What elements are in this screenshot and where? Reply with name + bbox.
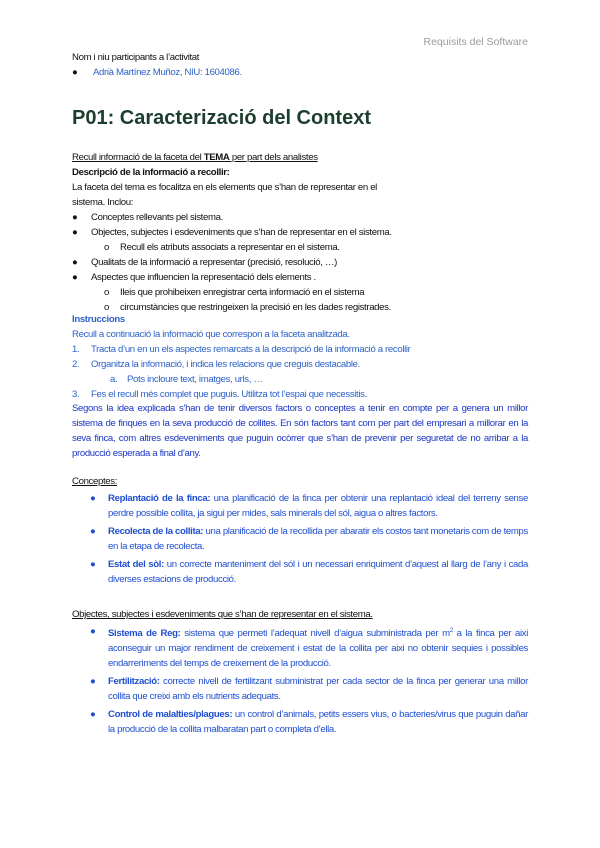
running-header: Requisits del Software — [423, 36, 528, 48]
object-item: ● Sistema de Reg: sistema que permeti l’adequat nivell d’aigua subministrada per $m^2$ a la finca per aixi aconseguir un major rendiment de creixement i estat de la collita per aixi no obtenir sequies i possibles endarreriments del temps de creixement de la producció. — [90, 626, 528, 670]
facet-intro-line: sistema. Inclou: — [72, 197, 134, 208]
sub-list-item: o circumstàncies que restringeixen la precisió en les dades registrades. — [104, 302, 391, 313]
instructions-heading: Instruccions — [72, 314, 125, 325]
concept-item: ● Recolecta de la collita: una planificació de la recollida per abaratir els costos tant monetaris com de temps en la etapa de recolecta. — [90, 526, 528, 552]
participant-item — [72, 65, 528, 80]
participants-section — [72, 50, 528, 80]
instructions-section — [72, 312, 528, 402]
description-heading: Descripció de la informació a recollir: — [72, 167, 230, 178]
facet-section — [72, 150, 528, 315]
concept-item: ● Replantació de la finca: una planificació de la finca per obtenir una replantació ideal del terreny sense perdre possible collita, ja sigui per mides, sals minerals del sól, aigua o altres factors. — [90, 493, 528, 519]
sub-list-item: o Recull els atributs associats a representar en el sistema. — [104, 242, 340, 253]
instruction-substep: a. Pots incloure text, imatges, urls, … — [110, 374, 263, 385]
object-item: ● Control de malalties/plagues: un control d’animals, petits essers vius, o bacteries/virus que puguin dañar la producció de la collita malbaratan part o completa d’ella. — [90, 709, 528, 736]
page-title: P01: Caracterizació del Context — [72, 107, 371, 129]
instructions-intro: Recull a continuació la informació que correspon a la faceta analitzada. — [72, 329, 350, 340]
concepts-section — [72, 474, 528, 587]
instruction-step: 3. Fes el recull més complet que puguis. Utilitza tot l’espai que necessitis. — [72, 389, 367, 400]
objects-heading: Objectes, subjectes i esdeveniments que s’han de representar en el sistema. — [72, 609, 373, 620]
object-item: ● Fertilització: correcte nivell de fertilitzant subministrat per cada sector de la finca per generar una millor collita que creixi amb els nutrients adequats. — [90, 676, 528, 703]
participant-name: Adrià Martínez Muñoz, NIU: 1604086. — [93, 67, 242, 78]
instruction-step: 2. Organitza la informació, i indica les relacions que creguis destacable. — [72, 359, 360, 370]
facet-intro-line: La faceta del tema es focalitza en els elements que s’han de representar en el — [72, 182, 377, 193]
list-item: ● Aspectes que influencien la representació dels elements . — [72, 272, 316, 283]
concept-item: ● Estat del sòl: un correcte manteniment del sól i un necessari enriquiment d’aquest al llarg de l’any i cada diverses estacions de producció. — [90, 559, 528, 585]
objects-section — [72, 607, 528, 737]
bullet-marker: ● — [72, 67, 78, 78]
list-item: ● Qualitats de la informació a representar (precisió, resolució, …) — [72, 257, 337, 268]
sub-list-item: o Ileis que prohibeixen enregistrar certa informació en el sistema — [104, 287, 365, 298]
instruction-step: 1. Tracta d’un en un els aspectes remarcats a la descripció de la informació a recollir — [72, 344, 411, 355]
participants-heading: Nom i niu participants a l’activitat — [72, 52, 200, 63]
list-item: ● Conceptes rellevants pel sistema. — [72, 212, 223, 223]
facet-heading: Recull informació de la faceta del TEMA per part dels analistes — [72, 152, 318, 163]
answer-paragraph: Segons la idea explicada s’han de tenir diversos factors o conceptes a tenir en compte per a genera un millor sistema de finques en la seva producció de collites. En són factors tant com per part del empresari a millorar en la seva finca, com altres esdeveniments que puguin ocòrrer que s’han de prevenir per seguretat de no arribar a la producció esperada a final d’any. — [72, 403, 528, 459]
list-item: ● Objectes, subjectes i esdeveniments que s’han de representar en el sistema. — [72, 227, 392, 238]
concepts-heading: Conceptes: — [72, 476, 118, 487]
